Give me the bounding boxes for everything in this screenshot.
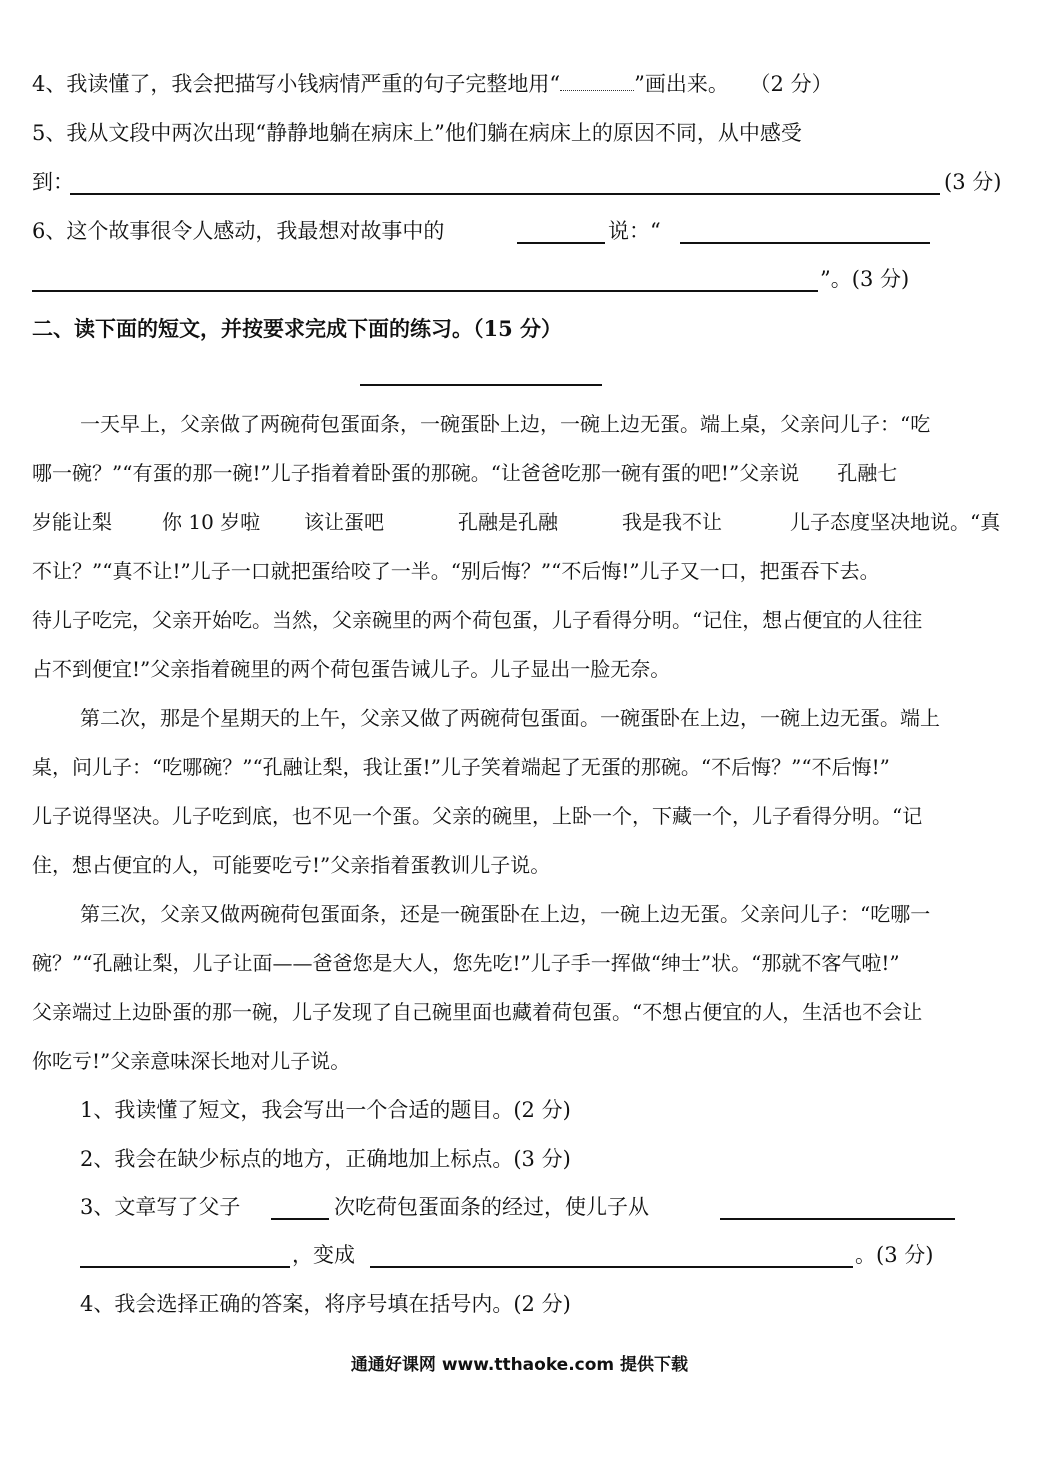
wavy-blank xyxy=(560,68,634,91)
question-6-end: ”。 xyxy=(820,267,852,291)
passage-text: 哪一碗？”“有蛋的那一碗!”儿子指着着卧蛋的那碗。“让爸爸吃那一碗有蛋的吧!”父亲说 xyxy=(32,461,800,485)
passage-line: 碗？”“孔融让梨，儿子让面——爸爸您是大人，您先吃!”儿子手一挥做“绅士”状。“那就不客气啦!” xyxy=(32,951,900,975)
answer-line[interactable] xyxy=(32,290,818,292)
answer-line[interactable] xyxy=(70,193,940,195)
passage-text: 岁能让梨 xyxy=(32,510,112,534)
question-5-text: 5、我从文段中两次出现“静静地躺在病床上”他们躺在病床上的原因不同，从中感受 xyxy=(32,121,802,145)
passage-line: 占不到便宜!”父亲指着碗里的两个荷包蛋告诫儿子。儿子显出一脸无奈。 xyxy=(32,657,671,681)
passage-text: 该让蛋吧 xyxy=(304,510,384,534)
passage-line: 第二次，那是个星期天的上午，父亲又做了两碗荷包蛋面。一碗蛋卧在上边，一碗上边无蛋。端上 xyxy=(80,706,940,730)
passage-line: 第三次，父亲又做两碗荷包蛋面条，还是一碗蛋卧在上边，一碗上边无蛋。父亲问儿子：“吃哪一 xyxy=(80,902,931,926)
question-3-b: 次吃荷包蛋面条的经过，使儿子从 xyxy=(334,1195,649,1219)
passage-line: 儿子说得坚决。儿子吃到底，也不见一个蛋。父亲的碗里，上卧一个，下藏一个，儿子看得分明。“记 xyxy=(32,804,923,828)
passage-line: 不让？”“真不让!”儿子一口就把蛋给咬了一半。“别后悔？”“不后悔!”儿子又一口，把蛋吞下去。 xyxy=(32,559,880,583)
question-1: 1、我读懂了短文，我会写出一个合适的题目。(2 分) xyxy=(80,1098,571,1122)
answer-line[interactable] xyxy=(680,242,930,244)
question-6-text: 6、这个故事很令人感动，我最想对故事中的 xyxy=(32,219,445,243)
question-5-score: (3 分) xyxy=(944,170,1002,194)
answer-blank[interactable] xyxy=(517,242,605,244)
passage-line: 你吃亏!”父亲意味深长地对儿子说。 xyxy=(32,1049,351,1073)
question-5-line xyxy=(32,118,1039,148)
passage-line: 父亲端过上边卧蛋的那一碗，儿子发现了自己碗里面也藏着荷包蛋。“不想占便宜的人，生活也不会让 xyxy=(32,1000,923,1024)
question-6-mid: 说：“ xyxy=(608,219,661,243)
passage-text: 儿子态度坚决地说。“真 xyxy=(790,510,1001,534)
title-blank-line[interactable] xyxy=(360,384,602,386)
question-2: 2、我会在缺少标点的地方，正确地加上标点。(3 分) xyxy=(80,1147,571,1171)
section-2-heading: 二、读下面的短文，并按要求完成下面的练习。（15 分） xyxy=(32,316,563,341)
passage-line: 一天早上，父亲做了两碗荷包蛋面条，一碗蛋卧上边，一碗上边无蛋。端上桌，父亲问儿子：“吃 xyxy=(80,412,931,436)
passage-line: 住，想占便宜的人，可能要吃亏!”父亲指着蛋教训儿子说。 xyxy=(32,853,551,877)
question-3-c: ，变成 xyxy=(292,1243,355,1267)
answer-line[interactable] xyxy=(720,1218,955,1220)
question-4-score: （2 分） xyxy=(749,72,833,96)
passage-text: 我是我不让 xyxy=(622,510,722,534)
question-4-tail: ”画出来。 xyxy=(634,72,729,96)
passage-line: 桌，问儿子：“吃哪碗？”“孔融让梨，我让蛋!”儿子笑着端起了无蛋的那碗。“不后悔？”“不后悔!” xyxy=(32,755,890,779)
question-4: 4、我会选择正确的答案，将序号填在括号内。(2 分) xyxy=(80,1292,571,1316)
passage-text: 孔融是孔融 xyxy=(458,510,558,534)
question-6-score: (3 分) xyxy=(851,267,910,291)
passage-line: 待儿子吃完，父亲开始吃。当然，父亲碗里的两个荷包蛋，儿子看得分明。“记住，想占便宜的人往往 xyxy=(32,608,923,632)
passage-text: 你 10 岁啦 xyxy=(162,510,261,534)
question-6-end-line xyxy=(820,264,1020,294)
passage-line xyxy=(32,507,1039,537)
answer-blank[interactable] xyxy=(271,1218,329,1220)
passage-text: 孔融七 xyxy=(837,461,898,485)
question-3-d: 。(3 分) xyxy=(855,1243,934,1267)
question-3-a: 3、文章写了父子 xyxy=(80,1195,241,1219)
question-4-text: 4、我读懂了，我会把描写小钱病情严重的句子完整地用“ xyxy=(32,72,561,96)
answer-line[interactable] xyxy=(80,1266,290,1268)
passage-line xyxy=(32,458,1039,488)
answer-line[interactable] xyxy=(370,1266,853,1268)
question-5-prefix: 到： xyxy=(32,170,74,194)
question-4-line xyxy=(32,68,1039,99)
footer-credit: 通通好课网 www.tthaoke.com 提供下载 xyxy=(350,1355,689,1375)
